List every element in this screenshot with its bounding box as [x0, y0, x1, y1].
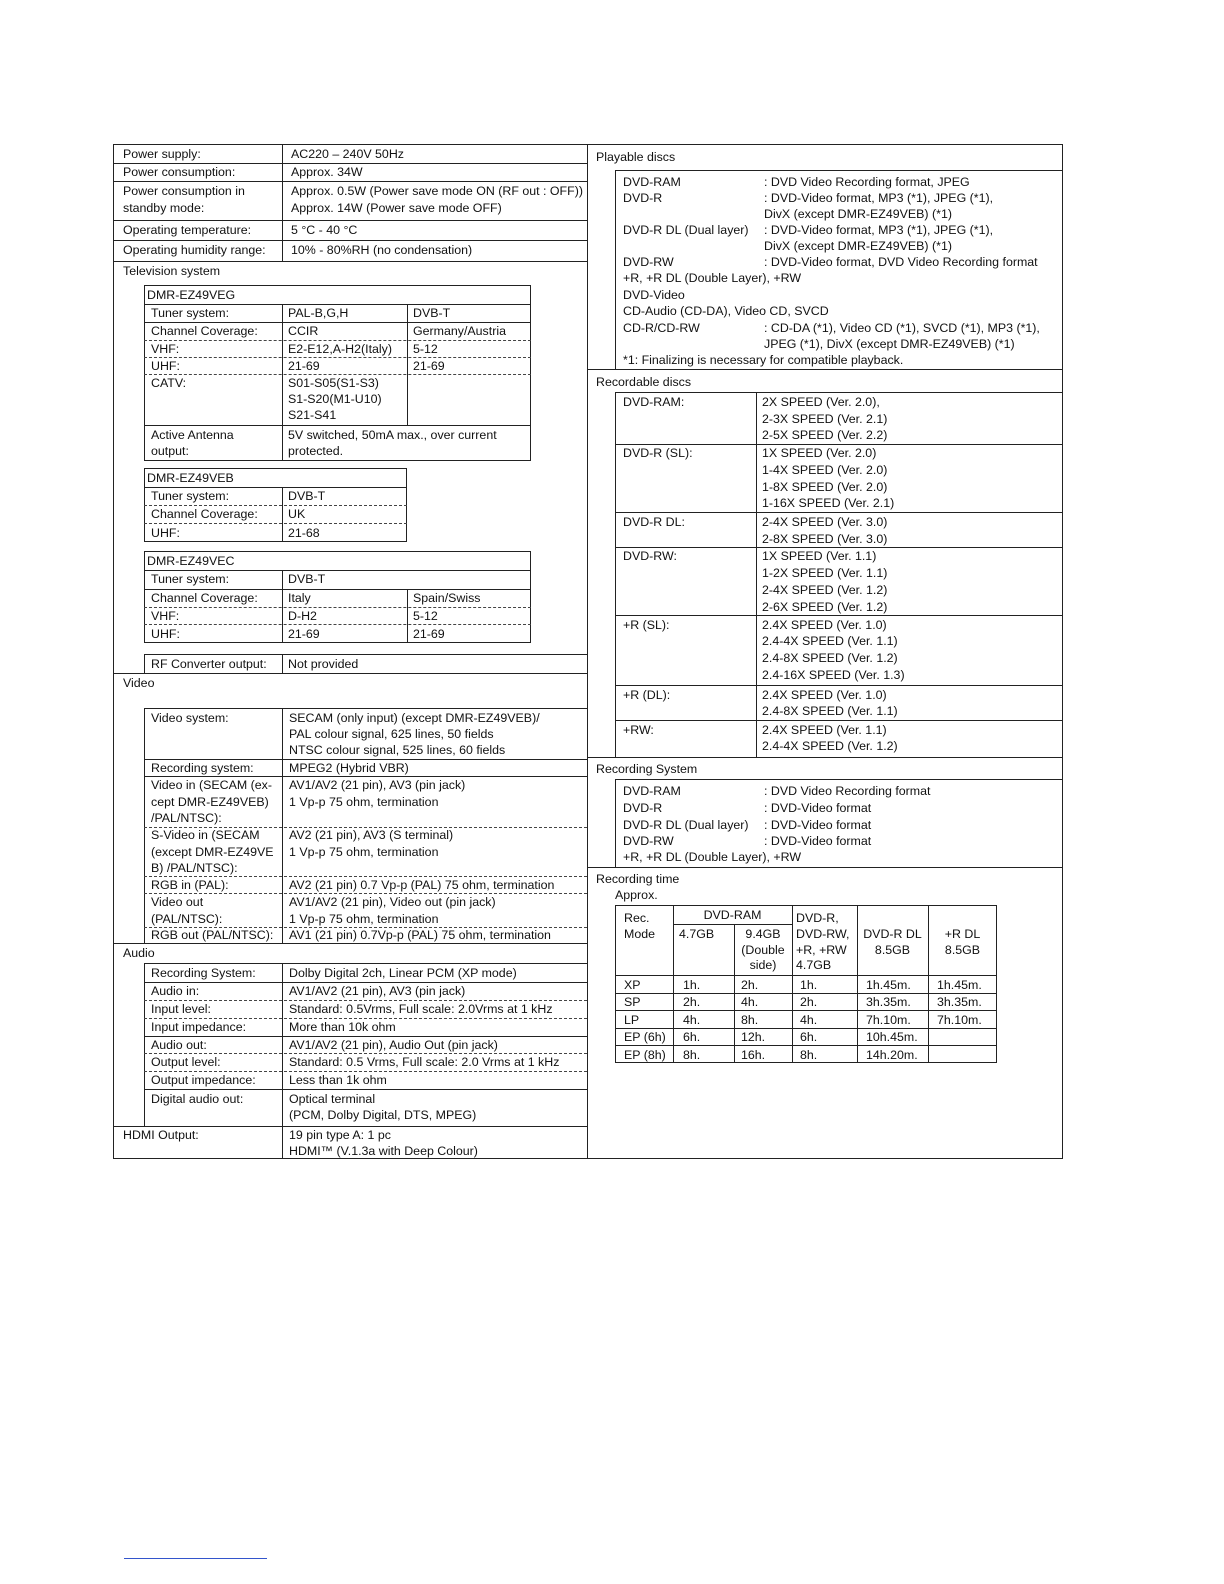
spec-value: 21-68 [288, 526, 320, 540]
spec-value: CCIR [288, 324, 319, 338]
spec-value: PAL-B,G,H [288, 306, 349, 320]
spec-label: HDMI Output: [123, 1128, 199, 1142]
section-title-recording-system: Recording System [596, 762, 698, 776]
table-cell: 1h.45m. [866, 978, 911, 992]
disc-speed: 2.4X SPEED (Ver. 1.0) [762, 688, 887, 702]
disc-speed: 1-4X SPEED (Ver. 2.0) [762, 463, 888, 477]
spec-label: S-Video in (SECAM [151, 828, 260, 842]
approx-note: Approx. [615, 888, 658, 902]
disc-name: +R (DL): [623, 688, 671, 702]
spec-value: NTSC colour signal, 525 lines, 60 fields [289, 743, 506, 757]
table-cell: EP (6h) [624, 1030, 666, 1044]
table-cell: 4h. [800, 1013, 818, 1027]
section-title-recordable: Recordable discs [596, 375, 692, 389]
disc-desc: DivX (except DMR-EZ49VEB) (*1) [764, 207, 952, 221]
spec-value: More than 10k ohm [289, 1020, 396, 1034]
spec-value: S1-S20(M1-U10) [288, 392, 382, 406]
spec-value: Germany/Austria [413, 324, 506, 338]
spec-label: Operating temperature: [123, 223, 252, 237]
disc-speed: 2.4-4X SPEED (Ver. 1.1) [762, 634, 898, 648]
disc-speed: 1X SPEED (Ver. 2.0) [762, 446, 877, 460]
disc-desc: : DVD-Video format, MP3 (*1), JPEG (*1), [764, 191, 994, 205]
disc-desc: DivX (except DMR-EZ49VEB) (*1) [764, 239, 952, 253]
spec-value: Approx. 0.5W (Power save mode ON (RF out : OFF)) [291, 184, 583, 198]
spec-label: /PAL/NTSC): [151, 811, 222, 825]
disc-name: +R, +R DL (Double Layer), +RW [623, 850, 802, 864]
col-header: DVD-RAM [703, 908, 762, 922]
table-cell: 7h.10m. [937, 1013, 982, 1027]
table-cell: 2h. [800, 995, 818, 1009]
spec-label: Digital audio out: [151, 1092, 244, 1106]
spec-label: Tuner system: [151, 306, 230, 320]
disc-speed: 2-4X SPEED (Ver. 3.0) [762, 515, 888, 529]
spec-label: UHF: [151, 627, 180, 641]
spec-label: RF Converter output: [151, 657, 267, 671]
disc-speed: 2.4-8X SPEED (Ver. 1.2) [762, 651, 898, 665]
spec-label: Channel Coverage: [151, 324, 258, 338]
disc-name: DVD-R (SL): [623, 446, 693, 460]
disc-name: DVD-RAM [623, 175, 681, 189]
spec-label: Recording System: [151, 966, 256, 980]
disc-name: +R (SL): [623, 618, 670, 632]
model-label: DMR-EZ49VEB [147, 471, 234, 485]
model-label: DMR-EZ49VEG [147, 288, 236, 302]
spec-value: DVB-T [413, 306, 451, 320]
disc-speed: 2-3X SPEED (Ver. 2.1) [762, 412, 888, 426]
table-cell: 14h.20m. [866, 1048, 918, 1062]
spec-value: AC220 – 240V 50Hz [291, 147, 404, 161]
spec-value: protected. [288, 444, 344, 458]
spec-label: Video in (SECAM (ex- [151, 778, 272, 792]
spec-value: DVB-T [288, 489, 326, 503]
spec-label: cept DMR-EZ49VEB) [151, 795, 269, 809]
col-header: 4.7GB [796, 958, 832, 972]
disc-desc: : CD-DA (*1), Video CD (*1), SVCD (*1), MP3 (*1), [764, 321, 1040, 335]
section-title-television: Television system [123, 264, 221, 278]
disc-speed: 2.4-4X SPEED (Ver. 1.2) [762, 739, 898, 753]
spec-value: S21-S41 [288, 408, 337, 422]
spec-label: standby mode: [123, 201, 205, 215]
col-header: 4.7GB [679, 927, 715, 941]
spec-value: Optical terminal [289, 1092, 376, 1106]
table-cell: XP [624, 978, 641, 992]
disc-name: DVD-R DL (Dual layer) [623, 223, 749, 237]
spec-value: 1 Vp-p 75 ohm, termination [289, 912, 439, 926]
spec-label: Video out [151, 895, 204, 909]
spec-label: RGB out (PAL/NTSC): [151, 928, 274, 942]
section-title-recording-time: Recording time [596, 872, 680, 886]
disc-name: DVD-RW [623, 834, 674, 848]
section-title-playable: Playable discs [596, 150, 676, 164]
spec-value: 21-69 [288, 359, 320, 373]
spec-value: 1 Vp-p 75 ohm, termination [289, 795, 439, 809]
table-cell: EP (8h) [624, 1048, 666, 1062]
table-cell: 1h. [683, 978, 701, 992]
spec-label: CATV: [151, 376, 187, 390]
spec-label: (PAL/NTSC): [151, 912, 223, 926]
spec-label: VHF: [151, 609, 180, 623]
disc-speed: 2.4-16X SPEED (Ver. 1.3) [762, 668, 905, 682]
table-cell: 1h.45m. [937, 978, 982, 992]
table-cell: 6h. [683, 1030, 701, 1044]
spec-value: 5V switched, 50mA max., over current [288, 428, 497, 442]
disc-speed: 2.4X SPEED (Ver. 1.1) [762, 723, 887, 737]
spec-value: AV2 (21 pin) 0.7 Vp-p (PAL) 75 ohm, termination [289, 878, 555, 892]
spec-value: Italy [288, 591, 311, 605]
disc-name: DVD-RAM: [623, 395, 685, 409]
spec-label: VHF: [151, 342, 180, 356]
disc-speed: 1-2X SPEED (Ver. 1.1) [762, 566, 888, 580]
table-cell: LP [624, 1013, 640, 1027]
disc-name: DVD-RW: [623, 549, 677, 563]
disc-speed: 1-8X SPEED (Ver. 2.0) [762, 480, 888, 494]
disc-name: CD-R/CD-RW [623, 321, 700, 335]
footnote: *1: Finalizing is necessary for compatible playback. [623, 353, 904, 367]
disc-speed: 2.4-8X SPEED (Ver. 1.1) [762, 704, 898, 718]
disc-desc: : DVD-Video format, MP3 (*1), JPEG (*1), [764, 223, 994, 237]
spec-label: Video system: [151, 711, 229, 725]
footer-rule [124, 1558, 267, 1559]
disc-speed: 2-5X SPEED (Ver. 2.2) [762, 428, 888, 442]
table-cell: 3h.35m. [937, 995, 982, 1009]
col-header: Mode [624, 927, 655, 941]
spec-label: Active Antenna [151, 428, 234, 442]
model-label: DMR-EZ49VEC [147, 554, 235, 568]
spec-value: 5 °C - 40 °C [291, 223, 358, 237]
spec-value: Standard: 0.5Vrms, Full scale: 2.0Vrms at 1 kHz [289, 1002, 553, 1016]
spec-value: AV2 (21 pin), AV3 (S terminal) [289, 828, 454, 842]
spec-value: AV1 (21 pin) 0.7Vp-p (PAL) 75 ohm, termination [289, 928, 551, 942]
spec-label: RGB in (PAL): [151, 878, 229, 892]
disc-desc: : DVD-Video format [764, 834, 872, 848]
disc-speed: 2.4X SPEED (Ver. 1.0) [762, 618, 887, 632]
spec-value: HDMI™ (V.1.3a with Deep Colour) [289, 1144, 478, 1158]
disc-name: DVD-R [623, 191, 663, 205]
table-cell: 3h.35m. [866, 995, 911, 1009]
table-cell: 16h. [741, 1048, 766, 1062]
disc-name: +RW: [623, 723, 654, 737]
col-header: DVD-RW, [796, 927, 850, 941]
spec-value: Approx. 34W [291, 165, 363, 179]
spec-label: Input impedance: [151, 1020, 247, 1034]
disc-speed: 2X SPEED (Ver. 2.0), [762, 395, 880, 409]
spec-label: Input level: [151, 1002, 211, 1016]
spec-value: Spain/Swiss [413, 591, 481, 605]
table-cell: 2h. [741, 978, 759, 992]
table-cell: 1h. [800, 978, 818, 992]
spec-value: 21-69 [413, 359, 445, 373]
spec-label: Audio out: [151, 1038, 207, 1052]
spec-value: MPEG2 (Hybrid VBR) [289, 761, 409, 775]
spec-value: Standard: 0.5 Vrms, Full scale: 2.0 Vrms at 1 kHz [289, 1055, 560, 1069]
spec-value: S01-S05(S1-S3) [288, 376, 379, 390]
disc-desc: : DVD-Video format [764, 818, 872, 832]
spec-label: Tuner system: [151, 572, 230, 586]
spec-value: 19 pin type A: 1 pc [289, 1128, 391, 1142]
spec-label: UHF: [151, 526, 180, 540]
section-title-video: Video [123, 676, 155, 690]
disc-desc: : DVD Video Recording format, JPEG [764, 175, 970, 189]
disc-name: DVD-Video [623, 288, 685, 302]
spec-label: UHF: [151, 359, 180, 373]
spec-value: 21-69 [413, 627, 445, 641]
spec-value: PAL colour signal, 625 lines, 50 fields [289, 727, 494, 741]
col-header: DVD-R DL [863, 927, 922, 941]
disc-speed: 2-8X SPEED (Ver. 3.0) [762, 532, 888, 546]
table-cell: 8h. [683, 1048, 701, 1062]
disc-name: DVD-R DL (Dual layer) [623, 818, 749, 832]
col-header: side) [749, 958, 777, 972]
col-header: 8.5GB [944, 943, 981, 957]
spec-label: output: [151, 444, 189, 458]
spec-label: Channel Coverage: [151, 591, 258, 605]
spec-value: AV1/AV2 (21 pin), Video out (pin jack) [289, 895, 496, 909]
spec-label: Tuner system: [151, 489, 230, 503]
col-header: DVD-R, [796, 911, 839, 925]
spec-label: Power supply: [123, 147, 201, 161]
spec-label: Recording system: [151, 761, 254, 775]
disc-name: DVD-RW [623, 255, 674, 269]
table-cell: 4h. [741, 995, 759, 1009]
spec-value: D-H2 [288, 609, 317, 623]
disc-speed: 2-4X SPEED (Ver. 1.2) [762, 583, 888, 597]
disc-speed: 2-6X SPEED (Ver. 1.2) [762, 600, 888, 614]
spec-value: AV1/AV2 (21 pin), Audio Out (pin jack) [289, 1038, 498, 1052]
spec-label: Output impedance: [151, 1073, 256, 1087]
spec-value: AV1/AV2 (21 pin), AV3 (pin jack) [289, 984, 466, 998]
spec-value: 10% - 80%RH (no condensation) [291, 243, 473, 257]
table-cell: 2h. [683, 995, 701, 1009]
table-cell: 10h.45m. [866, 1030, 918, 1044]
spec-value: 5-12 [413, 609, 438, 623]
disc-name: CD-Audio (CD-DA), Video CD, SVCD [623, 304, 829, 318]
spec-value: E2-E12,A-H2(Italy) [288, 342, 392, 356]
spec-value: SECAM (only input) (except DMR-EZ49VEB)/ [289, 711, 540, 725]
col-header: (Double [741, 943, 785, 957]
spec-label: Operating humidity range: [123, 243, 266, 257]
disc-speed: 1-16X SPEED (Ver. 2.1) [762, 496, 895, 510]
spec-value: AV1/AV2 (21 pin), AV3 (pin jack) [289, 778, 466, 792]
spec-value: 5-12 [413, 342, 438, 356]
disc-desc: : DVD-Video format [764, 801, 872, 815]
disc-name: DVD-R [623, 801, 663, 815]
table-cell: 4h. [683, 1013, 701, 1027]
section-title-audio: Audio [123, 946, 155, 960]
table-cell: 8h. [741, 1013, 759, 1027]
table-cell: 8h. [800, 1048, 818, 1062]
spec-value: Not provided [288, 657, 359, 671]
spec-value: Dolby Digital 2ch, Linear PCM (XP mode) [289, 966, 517, 980]
col-header: 8.5GB [874, 943, 911, 957]
spec-value: 21-69 [288, 627, 320, 641]
spec-label: Power consumption in [123, 184, 245, 198]
table-cell: 12h. [741, 1030, 766, 1044]
col-header: Rec. [624, 911, 650, 925]
col-header: 9.4GB [745, 927, 781, 941]
spec-label: Audio in: [151, 984, 200, 998]
disc-desc: : DVD Video Recording format [764, 784, 931, 798]
col-header: +R, +RW [796, 943, 847, 957]
col-header: +R DL [944, 927, 981, 941]
disc-name: DVD-R DL: [623, 515, 685, 529]
spec-label: Channel Coverage: [151, 507, 258, 521]
spec-label: Output level: [151, 1055, 221, 1069]
spec-value: DVB-T [288, 572, 326, 586]
spec-label: Power consumption: [123, 165, 236, 179]
table-cell: SP [624, 995, 641, 1009]
spec-value: 1 Vp-p 75 ohm, termination [289, 845, 439, 859]
center-divider [587, 144, 588, 1159]
table-cell: 7h.10m. [866, 1013, 911, 1027]
spec-value: Approx. 14W (Power save mode OFF) [291, 201, 502, 215]
disc-name: +R, +R DL (Double Layer), +RW [623, 271, 802, 285]
disc-desc: : DVD-Video format, DVD Video Recording format [764, 255, 1038, 269]
disc-speed: 1X SPEED (Ver. 1.1) [762, 549, 877, 563]
spec-label: B) /PAL/NTSC): [151, 861, 238, 875]
spec-value: (PCM, Dolby Digital, DTS, MPEG) [289, 1108, 477, 1122]
table-cell: 6h. [800, 1030, 818, 1044]
spec-value: UK [288, 507, 306, 521]
spec-value: Less than 1k ohm [289, 1073, 387, 1087]
spec-label: (except DMR-EZ49VE [151, 845, 274, 859]
disc-name: DVD-RAM [623, 784, 681, 798]
disc-desc: JPEG (*1), DivX (except DMR-EZ49VEB) (*1) [764, 337, 1015, 351]
